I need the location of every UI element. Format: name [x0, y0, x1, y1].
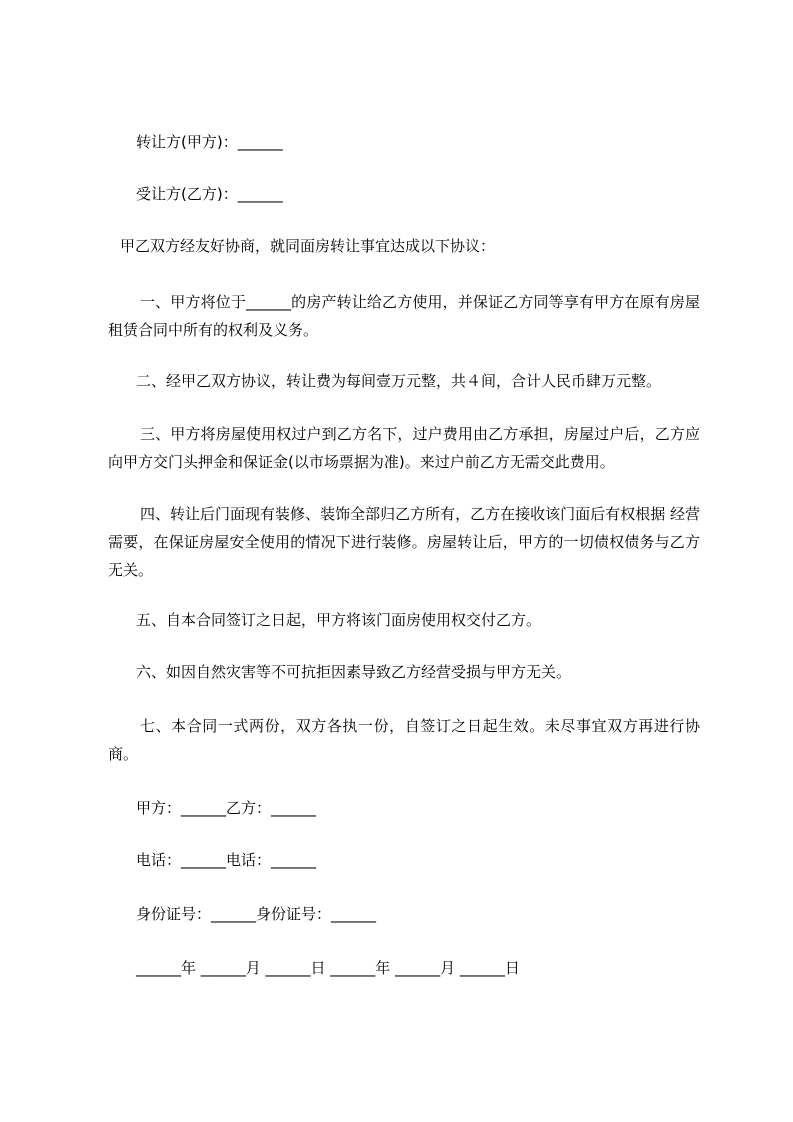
clause-5: 五、自本合同签订之日起，甲方将该门面房使用权交付乙方。 [136, 611, 542, 629]
clause-7: 七、本合同一式两份，双方各执一份，自签订之日起生效。未尽事宜双方再进行协商。 [108, 717, 700, 763]
intro-line: 甲乙双方经友好协商，就同面房转让事宜达成以下协议： [120, 237, 496, 255]
clause-4: 四、转让后门面现有装修、装饰全部归乙方所有，乙方在接收该门面后有权根据 经营需要，在保证房屋安全使用的情况下进行装修。房屋转让后，甲方的一切债权债务与乙方无关。 [108, 505, 700, 579]
signature-phones: 电话：______电话：______ [136, 851, 317, 869]
signature-parties: 甲方：______乙方：______ [136, 799, 317, 817]
signature-dates: ______年 ______月 ______日 ______年 ______月 ______日 [136, 959, 520, 977]
clause-3: 三、甲方将房屋使用权过户到乙方名下，过户费用由乙方承担，房屋过户后，乙方应向甲方交门头押金和保证金(以市场票据为准)。来过户前乙方无需交此费用。 [108, 425, 700, 471]
clause-6: 六、如因自然灾害等不可抗拒因素导致乙方经营受损与甲方无关。 [136, 663, 572, 681]
signature-ids: 身份证号：______身份证号：______ [136, 905, 377, 923]
clause-1: 一、甲方将位于______的房产转让给乙方使用，并保证乙方同等享有甲方在原有房屋租赁合同中所有的权利及义务。 [108, 293, 700, 339]
clause-2: 二、经甲乙双方协议，转让费为每间壹万元整，共４间，合计人民币肆万元整。 [136, 372, 662, 390]
transferee-line: 受让方(乙方)：______ [136, 185, 283, 203]
transferor-line: 转让方(甲方)：______ [136, 133, 283, 151]
